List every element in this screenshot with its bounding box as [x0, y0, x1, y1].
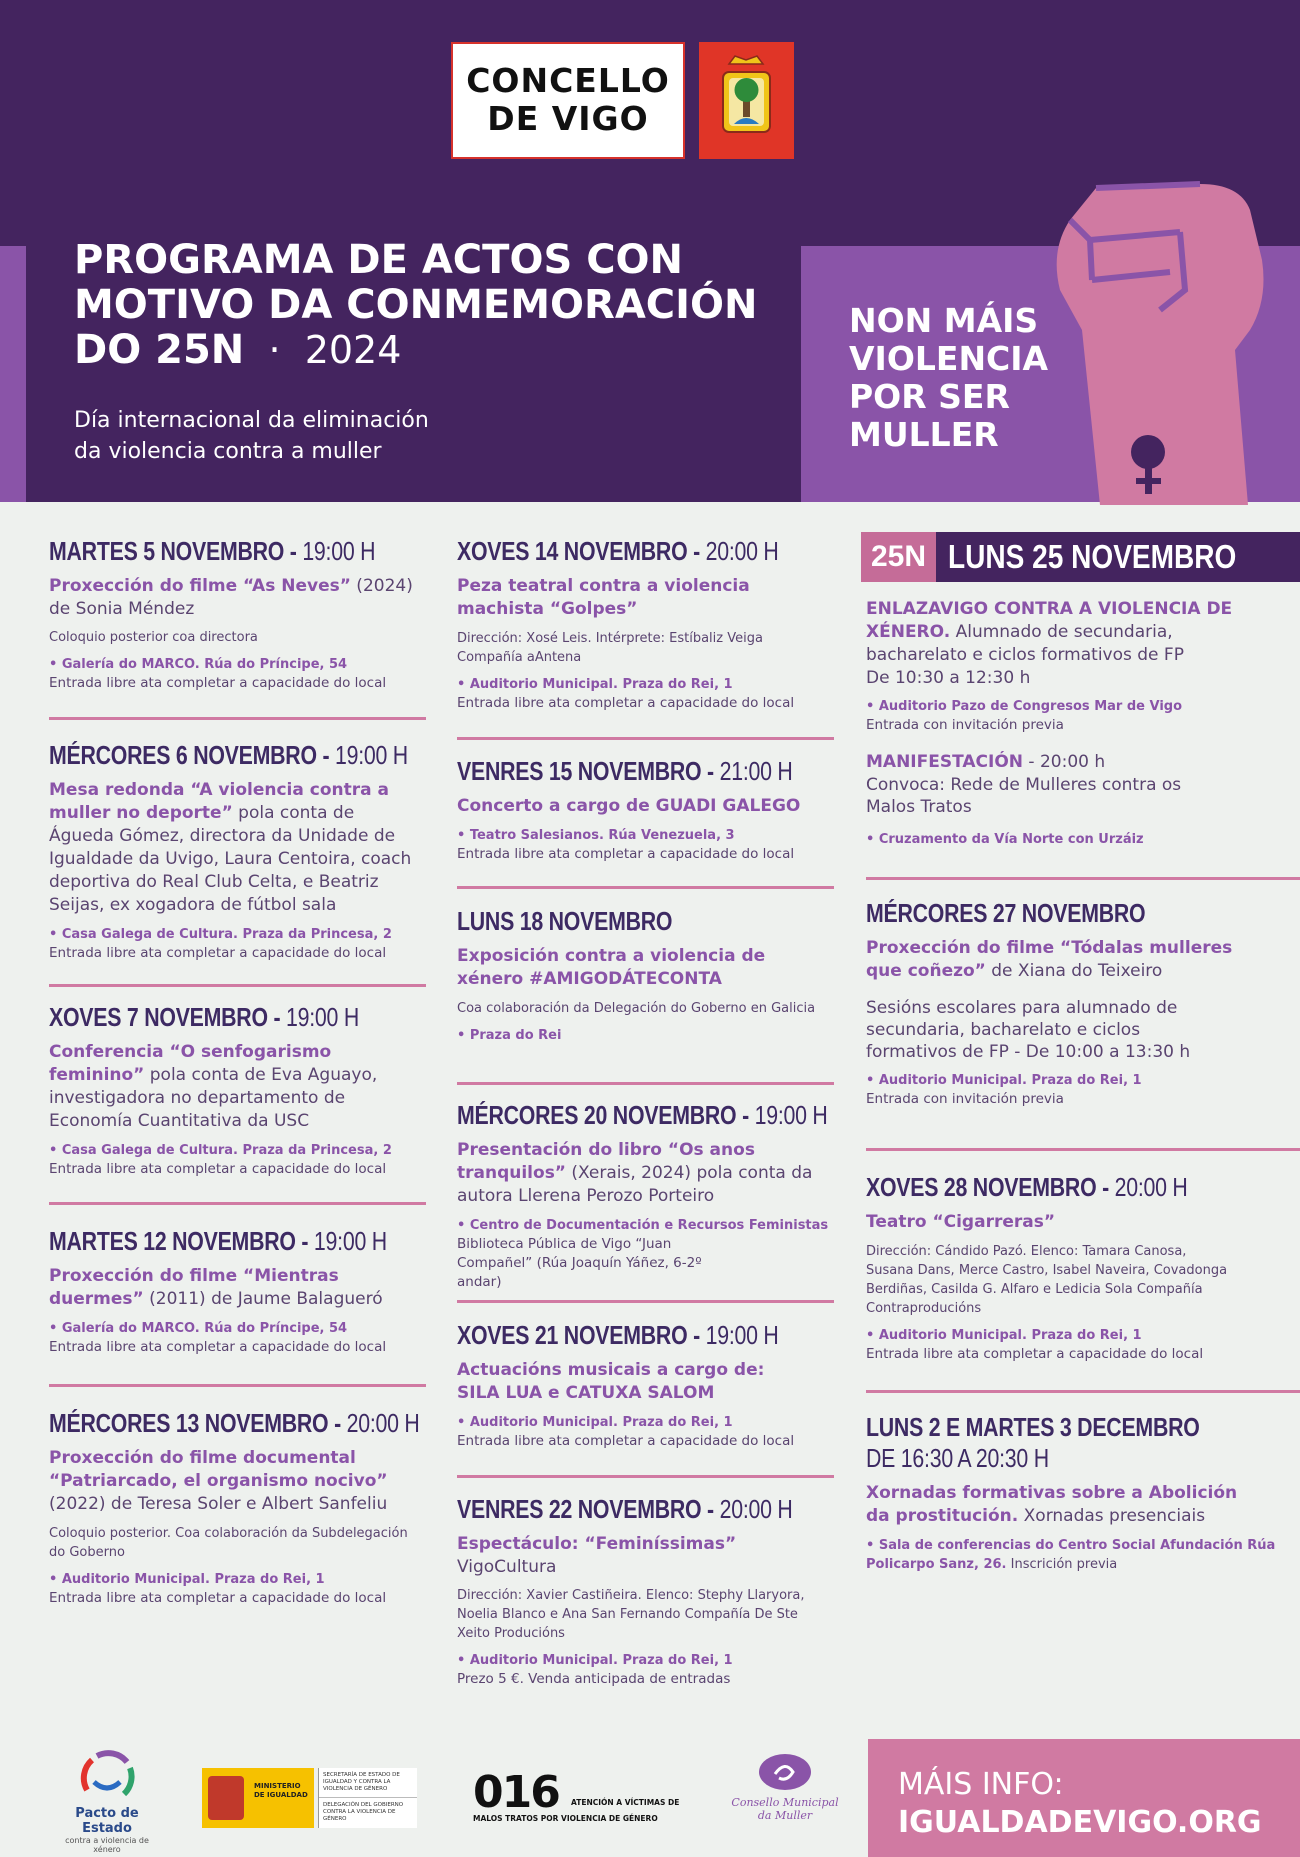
25n-tag: 25N	[861, 532, 936, 582]
event-venue: • Galería do MARCO. Rúa do Príncipe, 54	[49, 1321, 348, 1336]
slogan-line: POR SER	[849, 377, 1010, 416]
event-venue: • Casa Galega de Cultura. Praza da Princesa, 2	[49, 1143, 392, 1158]
event-entry: Entrada libre ata completar a capacidade do local	[457, 1433, 795, 1449]
more-info-label: MÁIS INFO:	[898, 1767, 1064, 1802]
event-headline: Presentación do libro “Os anos tranquilos” (Xerais, 2024) pola conta da autora Llerena Perozo Porteiro	[457, 1140, 813, 1206]
event-headline: Conferencia “O senfogarismo feminino” pola conta de Eva Aguayo, investigadora no departamento de Economía Cuantitativa da USC	[49, 1042, 378, 1131]
helpline-text-1: ATENCIÓN A VÍCTIMAS DE	[571, 1798, 680, 1807]
event-card	[866, 1172, 1236, 1364]
event-headline: Proxección do filme “Tódalas mulleres que coñezo” de Xiana do Teixeiro	[866, 938, 1233, 981]
helpline-text-2: MALOS TRATOS POR VIOLENCIA DE GÉNERO	[473, 1814, 658, 1823]
event-headline: MANIFESTACIÓN - 20:00 h	[866, 752, 1106, 772]
event-card	[457, 536, 827, 713]
consello-muller-label: Consello Municipal da Muller	[731, 1796, 839, 1822]
coat-of-arms-icon	[699, 42, 794, 159]
event-date: XOVES 7 NOVEMBRO - 19:00 H	[49, 1002, 359, 1032]
slogan-line: VIOLENCIA	[849, 339, 1049, 378]
event-headline: Proxección do filme “Mientras duermes” (2011) de Jaume Balagueró	[49, 1266, 383, 1309]
event-entry: Entrada libre ata completar a capacidade do local	[49, 1590, 387, 1606]
event-director: de Sonia Méndez	[49, 599, 195, 619]
event-date: MÉRCORES 20 NOVEMBRO - 19:00 H	[457, 1100, 828, 1130]
page-title: PROGRAMA DE ACTOS CON MOTIVO DA CONMEMORACIÓN DO 25N · 2024	[74, 238, 774, 373]
event-card	[49, 740, 419, 963]
event-card	[49, 1226, 419, 1357]
event-note: Coloquio posterior. Coa colaboración da Subdelegación do Goberno	[49, 1526, 408, 1560]
event-entry: Entrada con invitación previa	[866, 717, 1064, 733]
event-venue: • Praza do Rei	[457, 1028, 562, 1043]
divider	[866, 1148, 1300, 1151]
divider	[457, 886, 834, 889]
delegacion-label: DELEGACIÓN DEL GOBIERNO CONTRA LA VIOLENCIA DE GÉNERO	[319, 1797, 417, 1827]
helpline-number: 016	[473, 1767, 559, 1818]
subtitle-line-1: Día internacional da eliminación	[74, 408, 429, 433]
event-time: DE 16:30 A 20:30 H	[866, 1443, 1049, 1473]
event-entry: Biblioteca Pública de Vigo “Juan Compañel” (Rúa Joaquín Yáñez, 6-2º andar)	[457, 1236, 702, 1290]
event-date: XOVES 28 NOVEMBRO - 20:00 H	[866, 1172, 1188, 1202]
event-venue: • Casa Galega de Cultura. Praza da Princesa, 2	[49, 927, 392, 942]
event-headline: Exposición contra a violencia de xénero #AMIGODÁTECONTA	[457, 946, 766, 989]
pacto-circle-icon	[72, 1750, 142, 1802]
title-line-1: PROGRAMA DE ACTOS CON	[74, 237, 684, 283]
event-venue: • Auditorio Municipal. Praza do Rei, 1	[457, 677, 733, 692]
event-date: XOVES 14 NOVEMBRO - 20:00 H	[457, 536, 779, 566]
title-year: 2024	[304, 328, 402, 372]
event-card	[49, 1002, 419, 1179]
event-venue: • Galería do MARCO. Rúa do Príncipe, 54	[49, 657, 348, 672]
logo-line-2: DE VIGO	[487, 99, 649, 138]
divider	[457, 737, 834, 740]
event-date: MÉRCORES 6 NOVEMBRO - 19:00 H	[49, 740, 408, 770]
divider	[49, 717, 426, 720]
event-date: MARTES 12 NOVEMBRO - 19:00 H	[49, 1226, 387, 1256]
event-date: MÉRCORES 13 NOVEMBRO - 20:00 H	[49, 1408, 420, 1438]
event-date: VENRES 22 NOVEMBRO - 20:00 H	[457, 1494, 793, 1524]
divider	[457, 1475, 834, 1478]
event-headline: Actuacións musicais a cargo de: SILA LUA e CATUXA SALOM	[457, 1360, 765, 1403]
secretaria-label: SECRETARÍA DE ESTADO DE IGUALDAD Y CONTRA LA VIOLENCIA DE GÉNERO	[323, 1772, 400, 1792]
event-headline: Espectáculo: “Feminíssimas”	[457, 1534, 737, 1554]
016-helpline-logo[interactable]	[473, 1768, 688, 1828]
event-date: LUNS 2 E MARTES 3 DECEMBRO	[866, 1412, 1200, 1442]
event-entry: Entrada con invitación previa	[866, 1091, 1064, 1107]
event-venue: • Auditorio Municipal. Praza do Rei, 1	[457, 1415, 733, 1430]
event-venue: • Cruzamento da Vía Norte con Urzáiz	[866, 832, 1144, 847]
event-entry: Entrada libre ata completar a capacidade do local	[457, 695, 795, 711]
consello-muller-logo[interactable]	[725, 1752, 845, 1822]
logo-line-1: CONCELLO	[466, 61, 670, 100]
event-note: Dirección: Xosé Leis. Intérprete: Estíbaliz Veiga Compañía aAntena	[457, 631, 763, 665]
event-venue: • Sala de conferencias do Centro Social Afundación Rúa Policarpo Sanz, 26. Inscrición previa	[866, 1538, 1276, 1572]
raised-fist-icon	[1030, 180, 1300, 509]
divider	[457, 1082, 834, 1085]
event-entry: Entrada libre ata completar a capacidade do local	[457, 846, 795, 862]
event-card	[457, 1320, 827, 1451]
event-headline: Xornadas formativas sobre a Abolición da prostitución. Xornadas presenciais	[866, 1483, 1238, 1526]
event-venue: • Centro de Documentación e Recursos Feministas	[457, 1218, 829, 1233]
subtitle-line-2: da violencia contra a muller	[74, 439, 382, 464]
featured-day-label: LUNS 25 NOVEMBRO	[948, 538, 1237, 575]
event-date: LUNS 18 NOVEMBRO	[457, 906, 673, 936]
event-venue: • Auditorio Municipal. Praza do Rei, 1	[866, 1073, 1142, 1088]
event-card	[457, 756, 827, 864]
divider	[49, 1202, 426, 1205]
event-entry: Entrada libre ata completar a capacidade do local	[49, 1339, 387, 1355]
event-headline: Proxección do filme “As Neves” (2024)	[49, 576, 413, 596]
divider	[457, 1300, 834, 1303]
event-card	[457, 1494, 827, 1689]
event-organizer: VigoCultura	[457, 1557, 557, 1577]
pacto-title: Pacto de Estado	[75, 1806, 139, 1836]
divider	[866, 1390, 1300, 1393]
title-line-3: DO 25N	[74, 327, 245, 373]
event-date: MÉRCORES 27 NOVEMBRO	[866, 898, 1146, 928]
event-card	[457, 906, 827, 1045]
event-entry: Entrada libre ata completar a capacidade do local	[49, 675, 387, 691]
event-organizer: Convoca: Rede de Mulleres contra os Malos Tratos	[866, 775, 1182, 817]
ministerio-label: MINISTERIO DE IGUALDAD	[254, 1782, 308, 1799]
ministerio-text-box	[318, 1768, 417, 1828]
divider	[49, 984, 426, 987]
event-date: XOVES 21 NOVEMBRO - 19:00 H	[457, 1320, 779, 1350]
event-date: MARTES 5 NOVEMBRO - 19:00 H	[49, 536, 376, 566]
event-time: De 10:30 a 12:30 h	[866, 668, 1031, 688]
spain-coat-icon	[208, 1776, 244, 1820]
event-note: Dirección: Cándido Pazó. Elenco: Tamara Canosa, Susana Dans, Merce Castro, Isabel Naveira, Covadonga Berdiñas, Casilda G. Alfaro e Ledicia Sola Compañía Contraproducións	[866, 1244, 1228, 1316]
more-info-box	[868, 1739, 1300, 1857]
slogan-line: MULLER	[849, 415, 999, 454]
divider	[49, 1384, 426, 1387]
more-info-url[interactable]: IGUALDADEVIGO.ORG	[898, 1805, 1262, 1840]
left-accent-strip	[0, 246, 26, 502]
consello-muller-icon	[755, 1752, 815, 1792]
event-venue: • Auditorio Pazo de Congresos Mar de Vigo	[866, 699, 1183, 714]
subtitle	[74, 405, 494, 467]
event-headline: Peza teatral contra a violencia machista “Golpes”	[457, 576, 750, 619]
slogan-line: NON MÁIS	[849, 301, 1039, 340]
event-venue: • Teatro Salesianos. Rúa Venezuela, 3	[457, 828, 735, 843]
featured-day-banner	[861, 532, 1300, 582]
event-headline: Concerto a cargo de GUADI GALEGO	[457, 796, 801, 816]
event-venue: • Auditorio Municipal. Praza do Rei, 1	[49, 1572, 325, 1587]
event-card	[866, 1412, 1276, 1574]
event-description: Sesións escolares para alumnado de secundaria, bacharelato e ciclos formativos de FP - De 10:00 a 13:30 h	[866, 998, 1191, 1062]
event-entry: Entrada libre ata completar a capacidade do local	[866, 1346, 1204, 1362]
title-line-2: MOTIVO DA CONMEMORACIÓN	[74, 282, 758, 328]
divider	[866, 877, 1300, 880]
concello-logo[interactable]	[451, 42, 685, 159]
event-date: VENRES 15 NOVEMBRO - 21:00 H	[457, 756, 793, 786]
event-entry: Entrada libre ata completar a capacidade do local	[49, 945, 387, 961]
event-note: Coloquio posterior coa directora	[49, 630, 258, 645]
ministerio-igualdad-logo[interactable]	[202, 1768, 416, 1828]
event-card	[49, 536, 419, 693]
event-card	[457, 1100, 857, 1292]
event-venue: • Auditorio Municipal. Praza do Rei, 1	[457, 1653, 733, 1668]
event-headline: Proxección do filme documental “Patriarcado, el organismo nocivo” (2022) de Teresa Soler e Albert Sanfeliu	[49, 1448, 388, 1514]
event-note: Dirección: Xavier Castiñeira. Elenco: Stephy Llaryora, Noelia Blanco e Ana San Fernando Compañía De Ste Xeito Producións	[457, 1588, 805, 1641]
event-headline: Teatro “Cigarreras”	[866, 1212, 1056, 1232]
event-card	[866, 598, 1236, 849]
event-entry: Entrada libre ata completar a capacidade do local	[49, 1161, 387, 1177]
event-note: Coa colaboración da Delegación do Goberno en Galicia	[457, 1001, 816, 1016]
event-headline: Mesa redonda “A violencia contra a muller no deporte” pola conta de Águeda Gómez, directora da Unidade de Igualdade da Uvigo, Laura Centoira, coach deportiva do Real Club Celta, e Beatriz Seijas, ex xogadora de fútbol sala	[49, 780, 412, 915]
event-entry: Prezo 5 €. Venda anticipada de entradas	[457, 1671, 731, 1687]
pacto-de-estado-logo[interactable]	[52, 1750, 162, 1854]
event-card	[49, 1408, 419, 1608]
event-venue: • Auditorio Municipal. Praza do Rei, 1	[866, 1328, 1142, 1343]
event-card	[866, 898, 1236, 1109]
event-headline: ENLAZAVIGO CONTRA A VIOLENCIA DE XÉNERO. Alumnado de secundaria, bacharelato e ciclos formativos de FP	[866, 599, 1233, 665]
pacto-subtitle: contra a violencia de xénero	[65, 1836, 149, 1854]
